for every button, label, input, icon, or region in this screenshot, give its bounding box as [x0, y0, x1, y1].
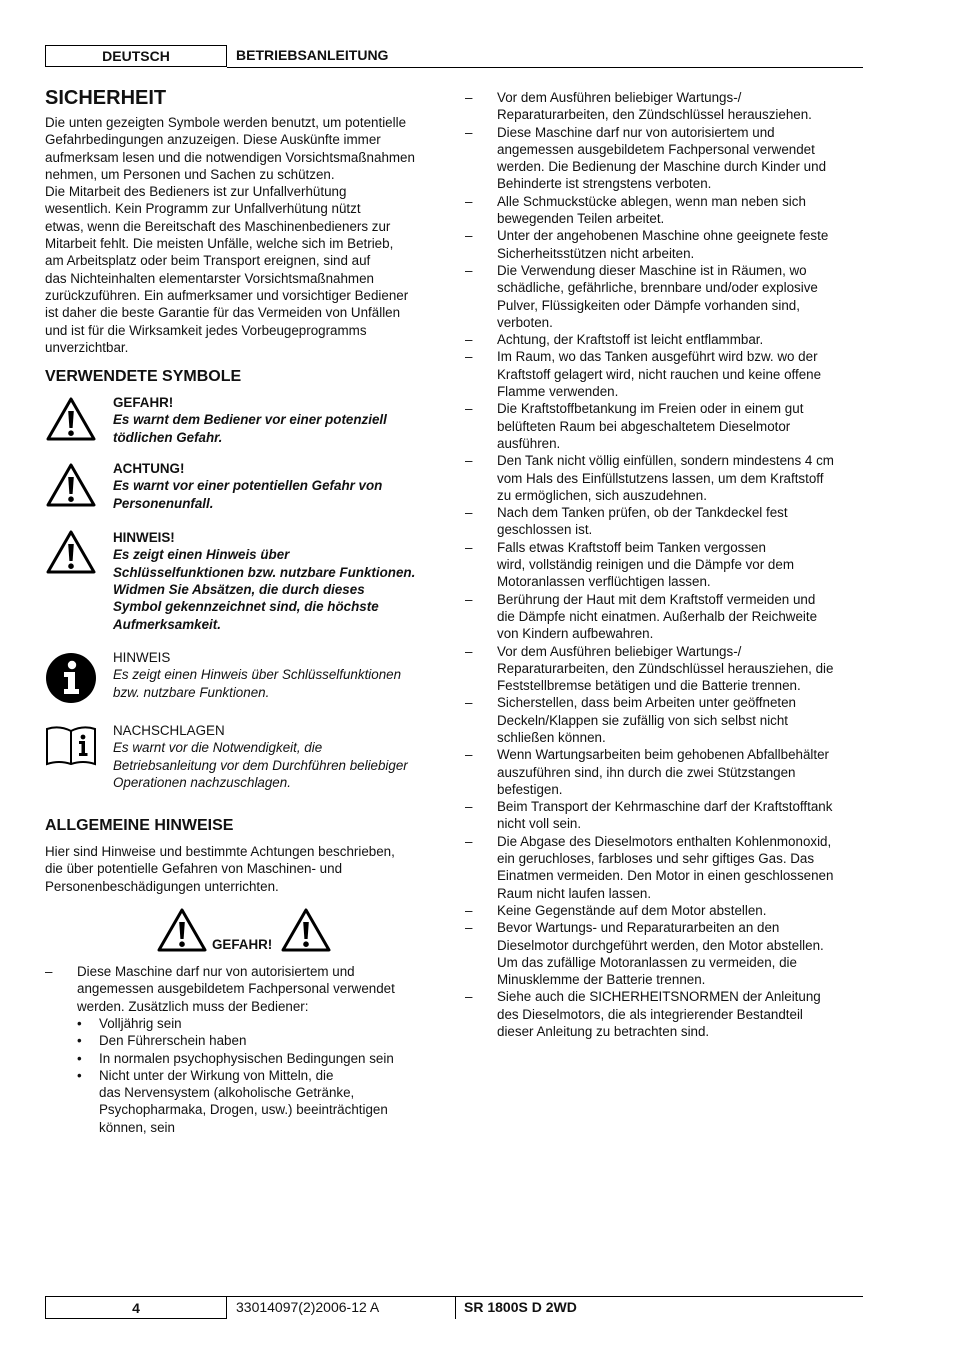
list-item: – Alle Schmuckstücke ablegen, wenn man neben sich bewegenden Teilen arbeitet.: [465, 193, 806, 227]
symbol-heading: GEFAHR!: [113, 395, 174, 411]
requirements-list: [45, 1015, 445, 1136]
safety-rules-list: [465, 89, 865, 1040]
warning-triangle-icon: [45, 529, 97, 575]
list-item: – Diese Maschine darf nur von autorisiertem und angemessen ausgebildetem Fachpersonal verwendet werden. Zusätzlich muss der Bediener:: [45, 964, 395, 1014]
section-title-safety: SICHERHEIT: [45, 87, 167, 109]
list-item: – Sicherstellen, dass beim Arbeiten unter geöffneten Deckeln/Klappen sie zufällig von sich selbst nicht schließen können.: [465, 695, 797, 745]
header-rule: [227, 67, 863, 68]
list-item: • Volljährig sein: [77, 1015, 182, 1031]
list-item: – Wenn Wartungsarbeiten beim gehobenen Abfallbehälter auszuführen sind, ihn durch die zwei Stützstangen befestigen.: [465, 747, 830, 797]
left-column: [45, 86, 445, 1136]
danger-label: GEFAHR!: [212, 937, 273, 953]
general-intro: Hier sind Hinweise und bestimmte Achtungen beschrieben, die über potentielle Gefahren von Maschinen- und Personenbeschädigungen unterrichten.: [45, 844, 395, 894]
list-item: – Beim Transport der Kehrmaschine darf der Kraftstofftank nicht voll sein.: [465, 799, 833, 832]
symbol-description: Es zeigt einen Hinweis über Schlüsselfunktionen bzw. nutzbare Funktionen.: [113, 667, 402, 700]
list-item: • Nicht unter der Wirkung von Mitteln, die das Nervensystem (alkoholische Getränke, Psychopharmaka, Drogen, usw.) beeinträchtigen können, sein: [77, 1067, 388, 1135]
symbol-description: Es zeigt einen Hinweis über Schlüsselfunktionen bzw. nutzbare Funktionen. Widmen Sie Absätzen, die durch dieses Symbol gekennzeichnet sind, die höchste Aufmerksamkeit.: [113, 547, 416, 632]
symbol-heading: ACHTUNG!: [113, 461, 185, 477]
symbol-description: Es warnt vor die Notwendigkeit, die Betriebsanleitung vor dem Durchführen beliebiger Operationen nachzuschlagen.: [113, 740, 408, 791]
section-title-general: ALLGEMEINE HINWEISE: [45, 817, 234, 835]
symbol-heading: HINWEIS!: [113, 530, 175, 546]
header-title: BETRIEBSANLEITUNG: [236, 47, 389, 63]
warning-triangle-icon: [45, 396, 97, 442]
list-item: – Die Abgase des Dieselmotors enthalten Kohlenmonoxid, ein geruchloses, farbloses und sehr giftiges Gas. Das Einatmen vermeiden. Den Motor in einen geschlossenen Raum nicht laufen lassen.: [465, 833, 834, 901]
list-item: – Den Tank nicht völlig einfüllen, sondern mindestens 4 cm vom Hals des Einfüllstutzens lassen, um dem Kraftstoff zu ermöglichen, sich auszudehnen.: [465, 453, 834, 503]
symbol-warning: [45, 460, 445, 529]
header-language: DEUTSCH: [45, 45, 227, 67]
list-item: – Siehe auch die SICHERHEITSNORMEN der Anleitung des Dieselmotors, die als integrierender Bestandteil dieser Anleitung zu betrachten sind.: [465, 989, 821, 1040]
list-item: – Achtung, der Kraftstoff ist leicht entflammbar.: [465, 332, 764, 348]
symbol-reference: [45, 722, 445, 812]
symbol-danger: [45, 394, 445, 460]
footer-rule: [227, 1296, 863, 1297]
list-item: – Vor dem Ausführen beliebiger Wartungs-/ Reparaturarbeiten, den Zündschlüssel herausziehen.: [465, 90, 812, 123]
section-title-symbols: VERWENDETE SYMBOLE: [45, 368, 242, 386]
footer-model: SR 1800S D 2WD: [464, 1299, 577, 1315]
general-list: [45, 963, 445, 1015]
list-item: – Die Kraftstoffbetankung im Freien oder in einem gut belüfteten Raum bei abgeschaltetem Dieselmotor ausführen.: [465, 401, 804, 451]
list-item: – Falls etwas Kraftstoff beim Tanken vergossen wird, vollständig reinigen und die Dämpfe vor dem Motoranlassen verflüchtigen lassen.: [465, 539, 794, 590]
symbol-note: [45, 529, 445, 649]
warning-triangle-icon: [156, 907, 208, 953]
symbol-description: Es warnt dem Bediener vor einer potenziell tödlichen Gefahr.: [113, 412, 387, 445]
footer-separator: [455, 1296, 456, 1319]
list-item: – Unter der angehobenen Maschine ohne geeignete feste Sicherheitsstützen nicht arbeiten.: [465, 228, 829, 261]
manual-book-icon: [45, 724, 97, 766]
right-column: [465, 89, 865, 1040]
list-item: – Vor dem Ausführen beliebiger Wartungs-/ Reparaturarbeiten, den Zündschlüssel herausziehen, die Feststellbremse betätigen und die Batterie trennen.: [465, 643, 834, 694]
symbol-info: [45, 649, 445, 722]
list-item: – Diese Maschine darf nur von autorisiertem und angemessen ausgebildetem Fachpersonal verwendet werden. Die Bedienung der Maschine durch Kinder und Behinderte ist strengstens verboten.: [465, 124, 827, 192]
warning-triangle-icon: [45, 462, 97, 508]
list-item: • In normalen psychophysischen Bedingungen sein: [77, 1050, 394, 1066]
footer-page-number: 4: [45, 1296, 227, 1319]
list-item: – Berührung der Haut mit dem Kraftstoff vermeiden und die Dämpfe nicht einatmen. Außerhalb der Reichweite von Kindern aufbewahren.: [465, 591, 818, 642]
symbol-heading: NACHSCHLAGEN: [113, 723, 225, 739]
list-item: – Bevor Wartungs- und Reparaturarbeiten an den Dieselmotor durchgeführt werden, den Motor abstellen. Um das zufällige Motoranlassen zu vermeiden, die Minusklemme der Batterie trennen.: [465, 920, 824, 988]
list-item: – Die Verwendung dieser Maschine ist in Räumen, wo schädliche, gefährliche, brennbare und/oder explosive Pulver, Flüssigkeiten oder Dämpfe vorhanden sind, verboten.: [465, 262, 818, 330]
list-item: – Im Raum, wo das Tanken ausgeführt wird bzw. wo der Kraftstoff gelagert wird, nicht rauchen und keine offene Flamme verwenden.: [465, 349, 822, 400]
symbol-description: Es warnt vor einer potentiellen Gefahr von Personenunfall.: [113, 478, 383, 511]
list-item: • Den Führerschein haben: [77, 1033, 247, 1049]
symbol-heading: HINWEIS: [113, 650, 171, 666]
warning-triangle-icon: [280, 907, 332, 953]
list-item: – Nach dem Tanken prüfen, ob der Tankdeckel fest geschlossen ist.: [465, 505, 788, 538]
info-circle-icon: [45, 652, 97, 704]
footer-document-code: 33014097(2)2006-12 A: [236, 1299, 380, 1315]
danger-banner: [45, 907, 445, 957]
list-item: – Keine Gegenstände auf dem Motor abstellen.: [465, 902, 767, 918]
safety-intro: Die unten gezeigten Symbole werden benutzt, um potentielle Gefahrbedingungen anzuzeigen. Diese Auskünfte immer aufmerksam lesen und die notwendigen Vorsichtsmaßnahmen nehmen, um Personen und Sachen zu schützen. Die Mitarbeit des Bedieners ist zur Unfallverhütung wesentlich. Kein Programm zur Unfallverhütung nützt etwas, wenn die Bereitschaft des Maschinenbedieners zur Mitarbeit fehlt. Die meisten Unfälle, welche sich im Betrieb, am Arbeitsplatz oder beim Transport ereignen, sind auf das Nichteinhalten elementarster Vorsichtsmaßnahmen zurückzuführen. Ein aufmerksamer und vorsichtiger Bediener ist daher die beste Garantie für das Vermeiden von Unfällen und ist für die Wirksamkeit jedes Vorbeugeprogramms unverzichtbar.: [45, 115, 415, 355]
